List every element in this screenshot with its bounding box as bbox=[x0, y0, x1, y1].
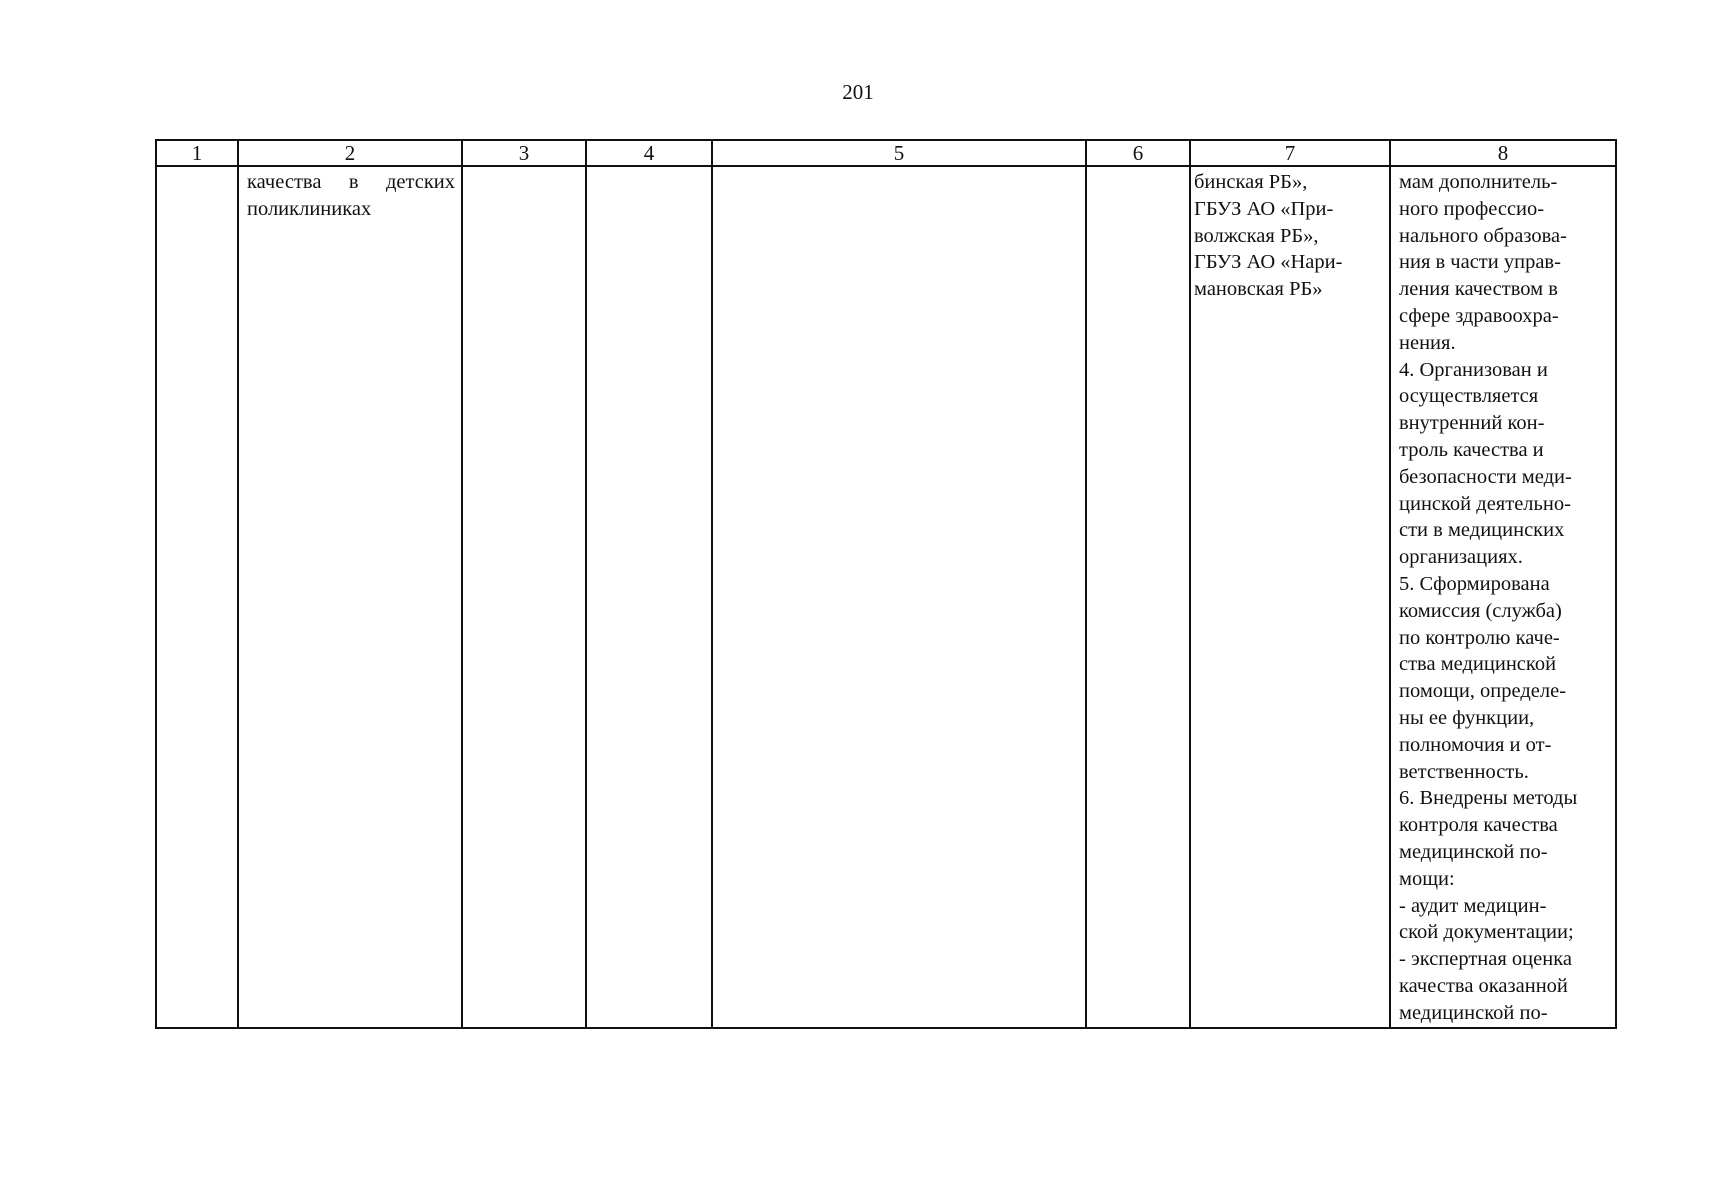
text-line: внутренний кон- bbox=[1399, 412, 1545, 435]
text-line: мам дополнитель- bbox=[1399, 171, 1558, 193]
text-line: - экспертная оценка bbox=[1399, 948, 1572, 971]
cell-col-8 bbox=[1390, 166, 1616, 1028]
text-line: ны ее функции, bbox=[1399, 706, 1535, 729]
column-header-3: 3 bbox=[462, 140, 586, 166]
text-line: по контролю каче- bbox=[1399, 626, 1560, 649]
text-line: осуществляется bbox=[1399, 385, 1539, 408]
text-line: сти в медицинских bbox=[1399, 519, 1565, 542]
column-header-4: 4 bbox=[586, 140, 712, 166]
cell-col-2 bbox=[238, 166, 462, 1028]
cell-text-col-8 bbox=[1391, 167, 1615, 1027]
cell-col-6 bbox=[1086, 166, 1190, 1028]
cell-col-1 bbox=[156, 166, 238, 1028]
cell-col-5 bbox=[712, 166, 1086, 1028]
column-header-8: 8 bbox=[1390, 140, 1616, 166]
text-line: комиссия (служба) bbox=[1399, 599, 1562, 622]
text-line: медицинской по- bbox=[1399, 1001, 1548, 1024]
column-header-2: 2 bbox=[238, 140, 462, 166]
text-line: поликлиниках bbox=[247, 197, 372, 220]
text-line: ства медицинской bbox=[1399, 653, 1557, 676]
table-header-row bbox=[156, 140, 1616, 166]
text-line: - аудит медицин- bbox=[1399, 894, 1547, 917]
document-table bbox=[155, 139, 1617, 1029]
text-line: ления качеством в bbox=[1399, 278, 1558, 301]
cell-text-col-2 bbox=[239, 167, 461, 223]
text-line: медицинской по- bbox=[1399, 840, 1548, 863]
text-line: сфере здравоохра- bbox=[1399, 304, 1559, 327]
column-header-5: 5 bbox=[712, 140, 1086, 166]
text-line: полномочия и от- bbox=[1399, 733, 1552, 756]
text-line: помощи, определе- bbox=[1399, 680, 1567, 703]
text-line: троль качества и bbox=[1399, 438, 1544, 461]
text-line: мановская РБ» bbox=[1194, 278, 1323, 301]
text-line: организациях. bbox=[1399, 546, 1523, 569]
text-line: ГБУЗ АО «Нари- bbox=[1194, 251, 1343, 274]
column-header-7: 7 bbox=[1190, 140, 1390, 166]
text-line: нения. bbox=[1399, 331, 1456, 354]
text-line: 6. Внедрены методы bbox=[1399, 787, 1578, 810]
column-header-1: 1 bbox=[156, 140, 238, 166]
cell-col-7 bbox=[1190, 166, 1390, 1028]
text-line: ской документации; bbox=[1399, 921, 1574, 944]
text-line: ния в части управ- bbox=[1399, 251, 1561, 274]
text-line: ветственность. bbox=[1399, 760, 1529, 783]
table-row bbox=[156, 166, 1616, 1028]
text-line: безопасности меди- bbox=[1399, 465, 1572, 488]
text-line: ГБУЗ АО «При- bbox=[1194, 197, 1334, 220]
text-line: мощи: bbox=[1399, 867, 1455, 890]
text-line: 5. Сформирована bbox=[1399, 572, 1550, 595]
text-line: волжская РБ», bbox=[1194, 224, 1319, 247]
text-line: бинская РБ», bbox=[1194, 171, 1308, 193]
text-line: качества в детских bbox=[247, 171, 455, 193]
text-line: контроля качества bbox=[1399, 814, 1558, 837]
text-line: нального образова- bbox=[1399, 224, 1567, 247]
cell-col-3 bbox=[462, 166, 586, 1028]
text-line: цинской деятельно- bbox=[1399, 492, 1571, 515]
cell-col-4 bbox=[586, 166, 712, 1028]
text-line: качества оказанной bbox=[1399, 974, 1568, 997]
column-header-6: 6 bbox=[1086, 140, 1190, 166]
cell-text-col-7 bbox=[1191, 167, 1389, 303]
text-line: 4. Организован и bbox=[1399, 358, 1548, 381]
page-number: 201 bbox=[842, 80, 874, 104]
text-line: ного профессио- bbox=[1399, 197, 1545, 220]
